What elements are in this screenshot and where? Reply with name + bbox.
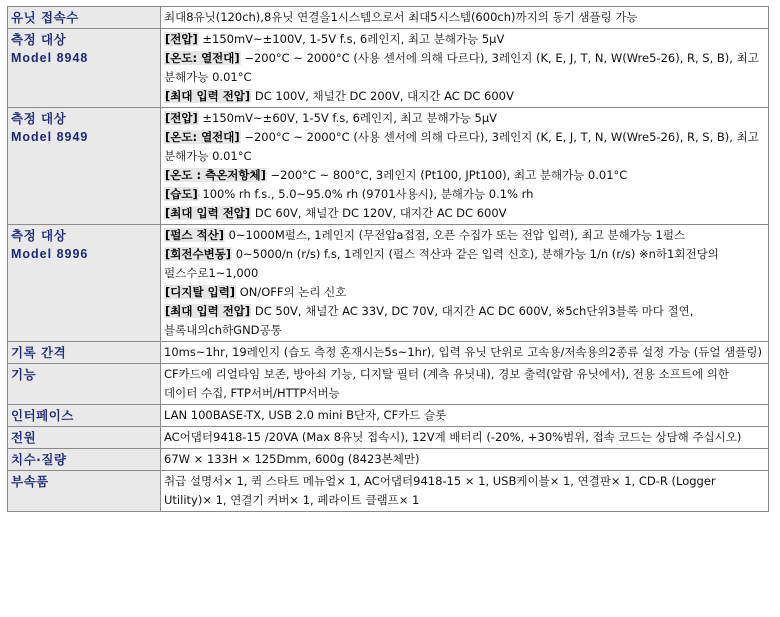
row-content-cell <box>161 405 769 427</box>
row-label: 측정 대상 <box>11 228 67 243</box>
row-content-cell <box>161 7 769 29</box>
spec-line <box>164 406 765 425</box>
row-label-cell <box>8 7 161 29</box>
spec-heading: [펄스 적산] <box>165 228 224 242</box>
spec-line <box>164 109 765 128</box>
spec-text: −200°C ~ 2000°C (사용 센서에 의해 다르다), 3레인지 (K, E, J, T, N, W(Wre5-26), R, S, B), 최고 분해가능 0.01°C <box>164 130 759 163</box>
spec-text: DC 50V, 채널간 AC 33V, DC 70V, 대지간 AC DC 600V, ※5ch단위3블록 마다 절연, 블록내의ch하GND공통 <box>164 304 694 337</box>
spec-text: 0~1000M펄스, 1레인지 (무전압a접점, 오픈 수집가 또는 전압 입력), 최고 분해가능 1펄스 <box>224 228 686 242</box>
spec-text: DC 100V, 채널간 DC 200V, 대지간 AC DC 600V <box>251 89 514 103</box>
spec-line <box>164 428 765 447</box>
row-content-cell <box>161 364 769 405</box>
spec-row <box>8 342 769 364</box>
spec-heading: [온도: 열전대] <box>165 51 240 65</box>
row-label: 전원 <box>11 430 37 445</box>
spec-heading: [최대 입력 전압] <box>165 304 251 318</box>
spec-text: LAN 100BASE-TX, USB 2.0 mini B단자, CF카드 슬롯 <box>164 408 447 422</box>
row-content-cell <box>161 29 769 108</box>
spec-text: −200°C ~ 800°C, 3레인지 (Pt100, JPt100), 최고 분해가능 0.01°C <box>266 168 628 182</box>
spec-text: 10ms~1hr, 19레인지 (습도 측정 혼재시는5s~1hr), 입력 유닛 단위로 고속용/저속용의2종류 설정 가능 (듀얼 샘플링) <box>164 345 762 359</box>
spec-heading: [최대 입력 전압] <box>165 206 251 220</box>
row-label-cell <box>8 471 161 512</box>
spec-line <box>164 245 765 283</box>
row-label-cell <box>8 342 161 364</box>
spec-row <box>8 449 769 471</box>
row-label: 측정 대상 <box>11 111 67 126</box>
model-number: Model 8949 <box>11 130 89 144</box>
spec-line <box>164 49 765 87</box>
row-label: 치수·질량 <box>11 452 67 467</box>
spec-row <box>8 364 769 405</box>
spec-line <box>164 283 765 302</box>
spec-heading: [최대 입력 전압] <box>165 89 251 103</box>
spec-line <box>164 302 765 340</box>
spec-line <box>164 343 765 362</box>
row-label-cell <box>8 225 161 342</box>
spec-text: 최대8유닛(120ch),8유닛 연결을1시스템으로서 최대5시스템(600ch)까지의 동기 샘플링 가능 <box>164 10 638 24</box>
row-content-cell <box>161 427 769 449</box>
spec-text: 취급 설명서× 1, 퀵 스타트 메뉴얼× 1, AC어댑터9418-15 × 1, USB케이블× 1, 연결판× 1, CD-R (Logger Utility)× 1, 연결기 커버× 1, 페라이트 클램프× 1 <box>164 474 716 507</box>
row-label-cell <box>8 427 161 449</box>
spec-heading: [전압] <box>165 32 198 46</box>
row-content-cell <box>161 108 769 225</box>
row-label: 부속품 <box>11 474 49 489</box>
spec-text: ±150mV~±100V, 1-5V f.s, 6레인지, 최고 분해가능 5μV <box>198 32 505 46</box>
spec-heading: [습도] <box>165 187 198 201</box>
row-label-cell <box>8 108 161 225</box>
spec-line <box>164 8 765 27</box>
spec-line <box>164 450 765 469</box>
spec-row <box>8 427 769 449</box>
spec-line <box>164 365 765 403</box>
spec-row <box>8 29 769 108</box>
spec-line <box>164 128 765 166</box>
spec-row <box>8 108 769 225</box>
spec-text: ON/OFF의 논리 신호 <box>236 285 347 299</box>
row-content-cell <box>161 225 769 342</box>
row-label-cell <box>8 364 161 405</box>
spec-line <box>164 204 765 223</box>
row-content-cell <box>161 342 769 364</box>
row-label: 인터페이스 <box>11 408 74 423</box>
row-label: 기록 간격 <box>11 345 67 360</box>
row-label-cell <box>8 449 161 471</box>
spec-heading: [온도 : 측온저항체] <box>165 168 266 182</box>
spec-row <box>8 225 769 342</box>
spec-line <box>164 87 765 106</box>
model-number: Model 8996 <box>11 247 89 261</box>
row-label-cell <box>8 405 161 427</box>
spec-text: DC 60V, 채널간 DC 120V, 대지간 AC DC 600V <box>251 206 507 220</box>
spec-heading: [디지탈 입력] <box>165 285 236 299</box>
spec-line <box>164 166 765 185</box>
spec-line <box>164 185 765 204</box>
row-label: 유닛 접속수 <box>11 10 79 25</box>
model-number: Model 8948 <box>11 51 89 65</box>
spec-row <box>8 471 769 512</box>
spec-text: 67W × 133H × 125Dmm, 600g (8423본체만) <box>164 452 420 466</box>
spec-text: ±150mV~±60V, 1-5V f.s, 6레인지, 최고 분해가능 5μV <box>198 111 498 125</box>
spec-heading: [회전수변동] <box>165 247 232 261</box>
row-label: 측정 대상 <box>11 32 67 47</box>
spec-row <box>8 7 769 29</box>
spec-line <box>164 226 765 245</box>
spec-heading: [전압] <box>165 111 198 125</box>
spec-text: −200°C ~ 2000°C (사용 센서에 의해 다르다), 3레인지 (K, E, J, T, N, W(Wre5-26), R, S, B), 최고 분해가능 0.01°C <box>164 51 759 84</box>
row-label: 기능 <box>11 367 37 382</box>
spec-heading: [온도: 열전대] <box>165 130 240 144</box>
spec-text: AC어댑터9418-15 /20VA (Max 8유닛 접속시), 12V계 배터리 (-20%, +30%범위, 접속 코드는 상담해 주십시오) <box>164 430 742 444</box>
row-content-cell <box>161 471 769 512</box>
spec-text: 100% rh f.s., 5.0~95.0% rh (9701사용시), 분해가능 0.1% rh <box>198 187 534 201</box>
spec-line <box>164 472 765 510</box>
row-label-cell <box>8 29 161 108</box>
spec-row <box>8 405 769 427</box>
spec-text: CF카드에 리얼타임 보존, 방아쇠 기능, 디지탈 필터 (계측 유닛내), 경보 출력(알람 유닛에서), 전용 소프트에 의한 데이터 수집, FTP서버/HTTP서버능 <box>164 367 729 400</box>
spec-table <box>7 6 769 512</box>
row-content-cell <box>161 449 769 471</box>
spec-text: 0~5000/n (r/s) f.s, 1레인지 (펄스 적산과 같은 입력 신호), 분해가능 1/n (r/s) ※n하1회전당의 펄스수로1~1,000 <box>164 247 719 280</box>
spec-table-body <box>8 7 769 512</box>
spec-line <box>164 30 765 49</box>
